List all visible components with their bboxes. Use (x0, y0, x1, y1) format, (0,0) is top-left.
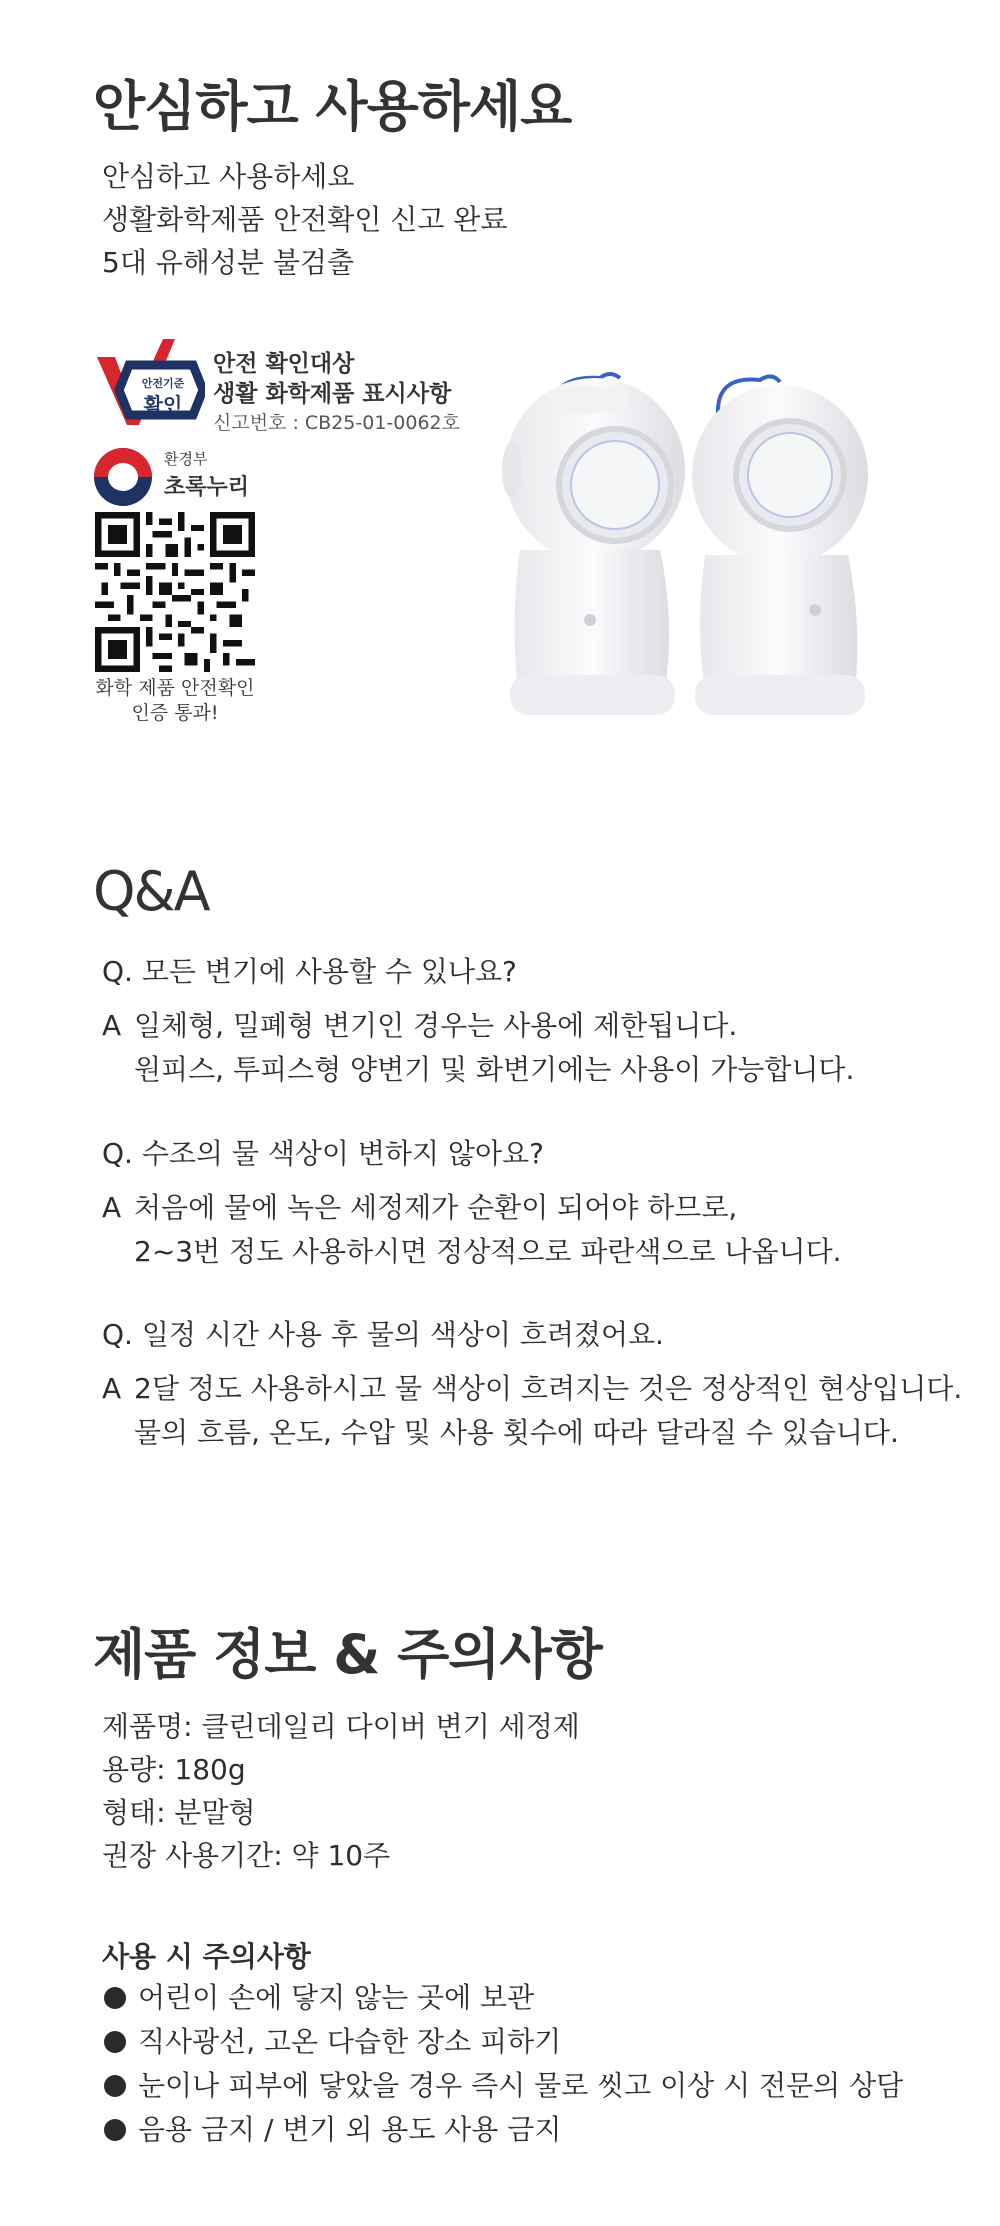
qr-caption (80, 676, 270, 726)
bullet-icon (104, 2031, 126, 2053)
qr-code[interactable] (95, 512, 255, 672)
safety-intro (102, 155, 507, 284)
ministry-small-label: 환경부 (164, 450, 208, 468)
product-info-line: 형태: 분말형 (102, 1796, 256, 1829)
safety-check-badge (93, 335, 205, 433)
qa-answer-line: 2~3번 정도 사용하시면 정상적으로 파란색으로 나옵니다. (134, 1235, 842, 1268)
caution-list (104, 1976, 903, 2152)
qa-item (102, 1132, 842, 1274)
qa-item (102, 950, 854, 1092)
ministry-logo-icon (94, 448, 152, 506)
intro-line: 안심하고 사용하세요 (102, 160, 355, 193)
qa-answer-prefix: A (102, 1372, 122, 1405)
section-title-qa: Q&A (93, 860, 209, 923)
qa-question: Q. 수조의 물 색상이 변하지 않아요? (102, 1137, 544, 1170)
bullet-icon (104, 2075, 126, 2097)
caution-text: 어린이 손에 닿지 않는 곳에 보관 (138, 1981, 535, 2014)
qa-answer-line: 2달 정도 사용하시고 물 색상이 흐려지는 것은 정상적인 현상입니다. (134, 1372, 963, 1405)
qa-item (102, 1313, 962, 1455)
qa-answer-prefix: A (102, 1009, 122, 1042)
caution-text: 눈이나 피부에 닿았을 경우 즉시 물로 씻고 이상 시 전문의 상담 (138, 2069, 904, 2102)
caution-text: 음용 금지 / 변기 외 용도 사용 금지 (138, 2113, 562, 2146)
qr-caption-line: 인증 통과! (131, 702, 219, 724)
product-image (490, 360, 890, 740)
qr-code-icon (95, 512, 255, 672)
product-info-list (102, 1705, 580, 1877)
intro-line: 생활화학제품 안전확인 신고 완료 (102, 203, 508, 236)
qa-answer-prefix: A (102, 1191, 122, 1224)
product-info-line: 제품명: 클린데일리 다이버 변기 세정제 (102, 1710, 580, 1743)
caution-item (104, 2020, 903, 2064)
caution-item (104, 2064, 903, 2108)
qa-answer-line: 처음에 물에 녹은 세정제가 순환이 되어야 하므로, (134, 1191, 738, 1224)
caution-item (104, 1976, 903, 2020)
diver-cleaner-illustration (490, 360, 890, 740)
bullet-icon (104, 1987, 126, 2009)
qa-question: Q. 일정 시간 사용 후 물의 색상이 흐려졌어요. (102, 1318, 664, 1351)
bullet-icon (104, 2119, 126, 2141)
caution-text: 직사광선, 고온 다습한 장소 피하기 (138, 2025, 562, 2058)
section-title-safety: 안심하고 사용하세요 (93, 75, 572, 138)
badge-top-text: 안전기준 (141, 377, 185, 390)
caution-item (104, 2108, 903, 2152)
ministry-main-label: 초록누리 (164, 475, 250, 500)
caution-title: 사용 시 주의사항 (102, 1940, 311, 1973)
qa-answer-line: 물의 흐름, 온도, 수압 및 사용 횟수에 따라 달라질 수 있습니다. (134, 1416, 899, 1449)
qr-caption-line: 화학 제품 안전확인 (95, 677, 255, 699)
qa-answer-line: 원피스, 투피스형 양변기 및 화변기에는 사용이 가능합니다. (134, 1053, 855, 1086)
qa-question: Q. 모든 변기에 사용할 수 있나요? (102, 955, 517, 988)
section-title-product-info: 제품 정보 & 주의사항 (93, 1623, 602, 1686)
safety-heading-1: 안전 확인대상 (213, 351, 355, 377)
intro-line: 5대 유해성분 불검출 (102, 246, 355, 279)
badge-main-text: 확인 (143, 393, 183, 417)
product-info-line: 권장 사용기간: 약 10주 (102, 1839, 391, 1872)
report-number: 신고번호 : CB25-01-0062호 (213, 412, 460, 434)
safety-heading-2: 생활 화학제품 표시사항 (213, 381, 452, 407)
qa-answer-line: 일체형, 밀폐형 변기인 경우는 사용에 제한됩니다. (134, 1009, 738, 1042)
product-info-line: 용량: 180g (102, 1753, 246, 1786)
